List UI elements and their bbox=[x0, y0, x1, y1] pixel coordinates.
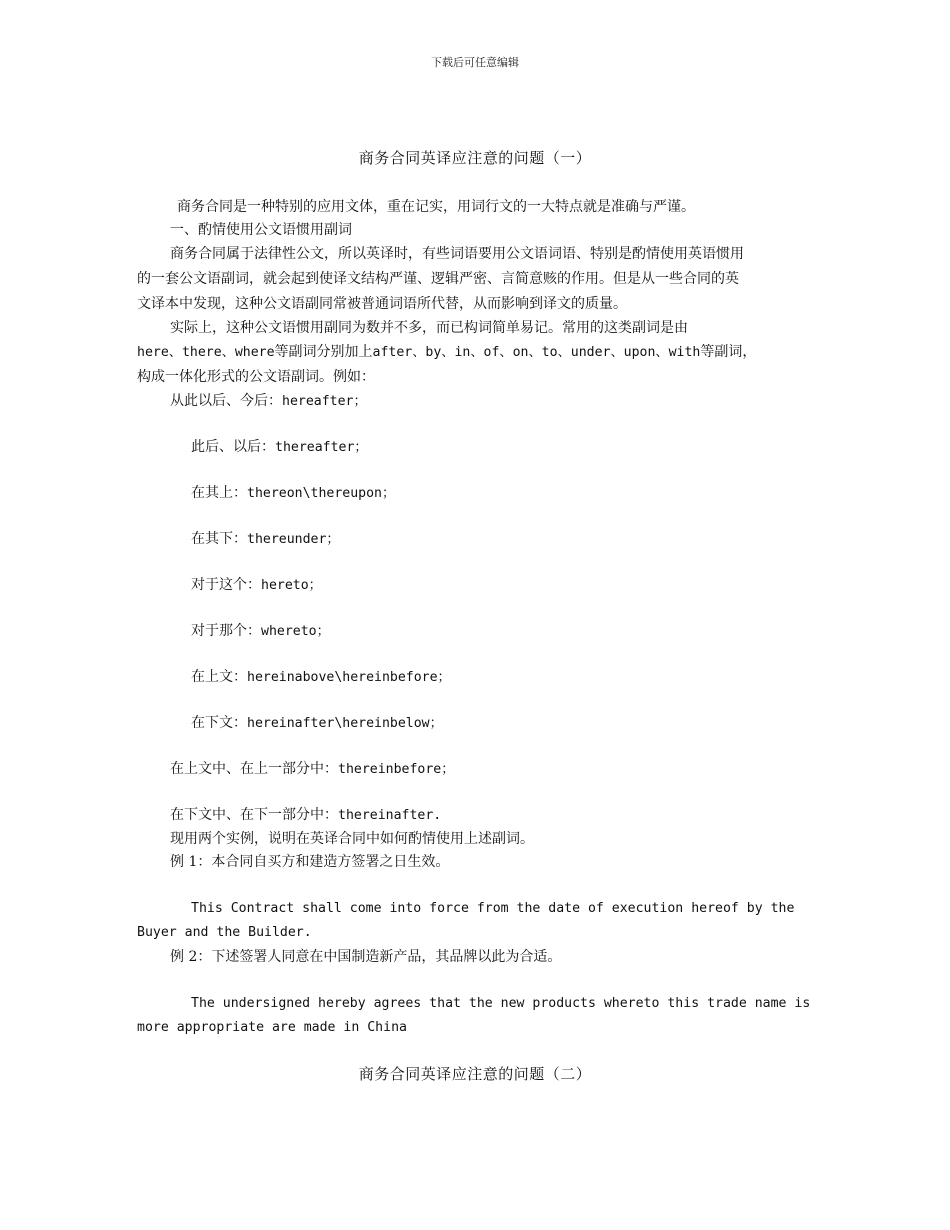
example-zh: 在下文： bbox=[191, 715, 247, 731]
example-zh: 在其上： bbox=[191, 485, 247, 501]
paragraph-line: 的一套公文语副词，就会起到使译文结构严谨、逻辑严密、言简意赅的作用。但是从一些合同的英 bbox=[137, 271, 739, 287]
preposition-list: after、by、in、of、on、to、under、upon、with bbox=[372, 345, 701, 360]
intro-paragraph: 商务合同是一种特别的应用文体，重在记实，用词行文的一大特点就是准确与严谨。 bbox=[177, 199, 695, 215]
example-en: whereto； bbox=[261, 624, 330, 639]
example-item bbox=[170, 392, 367, 411]
paragraph-line: 现用两个实例，说明在英译合同中如何酌情使用上述副词。 bbox=[170, 831, 534, 847]
example-zh: 在下文中、在下一部分中： bbox=[170, 807, 338, 823]
example-en: thereunder； bbox=[247, 532, 340, 547]
example-en: hereto； bbox=[261, 578, 322, 593]
example-item bbox=[170, 760, 454, 779]
paragraph-line bbox=[137, 343, 756, 362]
example-zh: 此后、以后： bbox=[191, 439, 275, 455]
subsection-heading: 一、酌情使用公文语惯用副词 bbox=[170, 222, 352, 238]
example-zh: 对于那个： bbox=[191, 623, 261, 639]
example-item bbox=[191, 714, 443, 733]
section-title-1: 商务合同英译应注意的问题（一） bbox=[358, 149, 592, 167]
example-2-chinese: 例 2：下述签署人同意在中国制造新产品，其品牌以此为合适。 bbox=[170, 949, 562, 965]
example-en: thereinafter. bbox=[338, 808, 442, 823]
text-span: 等副词分别加上 bbox=[274, 344, 373, 360]
example-2-english: The undersigned hereby agrees that the new products whereto this trade name is bbox=[191, 996, 811, 1011]
example-zh: 在上文中、在上一部分中： bbox=[170, 761, 338, 777]
example-item bbox=[191, 576, 322, 595]
example-zh: 在上文： bbox=[191, 669, 247, 685]
paragraph-line: 实际上，这种公文语惯用副同为数并不多，而已构词简单易记。常用的这类副词是由 bbox=[170, 320, 688, 336]
example-en: hereinafter\hereinbelow； bbox=[247, 716, 443, 731]
paragraph-line: 商务合同属于法律性公文，所以英译时，有些词语要用公文语词语、特别是酌情使用英语惯用 bbox=[170, 246, 744, 262]
section-title-2: 商务合同英译应注意的问题（二） bbox=[358, 1065, 592, 1083]
example-en: thereafter； bbox=[275, 440, 368, 455]
example-item bbox=[191, 530, 340, 549]
example-1-english: This Contract shall come into force from the date of execution hereof by the bbox=[191, 901, 795, 916]
example-1-chinese: 例 1：本合同自买方和建造方签署之日生效。 bbox=[170, 854, 450, 870]
example-zh: 在其下： bbox=[191, 531, 247, 547]
adverb-bases: here、there、where bbox=[137, 345, 275, 360]
example-en: hereinabove\hereinbefore； bbox=[247, 670, 451, 685]
example-en: hereafter； bbox=[282, 394, 367, 409]
header-note: 下载后可任意编辑 bbox=[431, 56, 519, 69]
example-zh: 对于这个： bbox=[191, 577, 261, 593]
example-item bbox=[191, 622, 330, 641]
example-en: thereon\thereupon； bbox=[247, 486, 396, 501]
example-item bbox=[191, 438, 368, 457]
example-item bbox=[191, 484, 395, 503]
example-item bbox=[191, 668, 451, 687]
example-zh: 从此以后、今后： bbox=[170, 393, 282, 409]
example-item bbox=[170, 806, 441, 825]
paragraph-line: 文译本中发现，这种公文语副同常被普通词语所代替，从而影响到译文的质量。 bbox=[137, 296, 627, 312]
example-2-english-cont: more appropriate are made in China bbox=[137, 1020, 407, 1035]
paragraph-line: 构成一体化形式的公文语副词。例如： bbox=[137, 369, 375, 385]
example-1-english-cont: Buyer and the Builder. bbox=[137, 925, 312, 940]
text-span: 等副词， bbox=[700, 344, 757, 360]
example-en: thereinbefore； bbox=[338, 762, 455, 777]
